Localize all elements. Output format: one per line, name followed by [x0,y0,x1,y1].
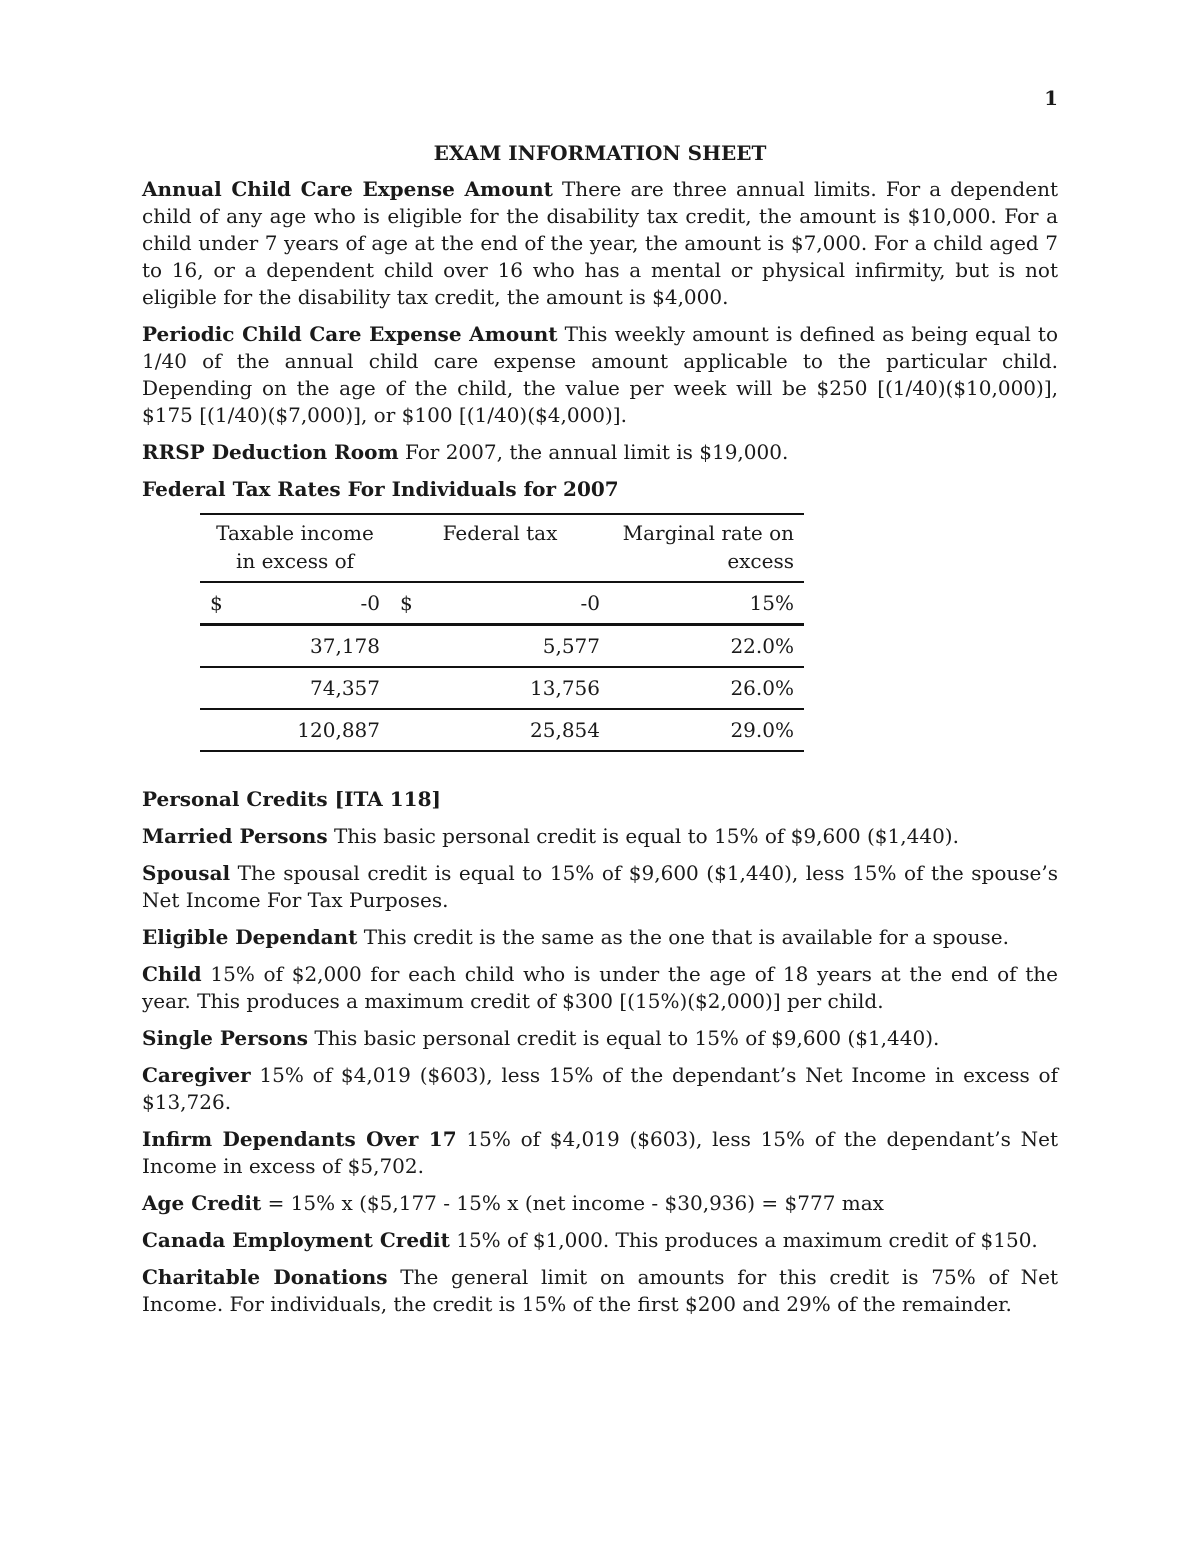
table-header: Marginal rate on excess [610,514,804,582]
paragraph-term: RRSP Deduction Room [142,440,399,464]
tax-value: 25,854 [390,709,610,751]
credit-eligible-dependant [142,924,1058,951]
credit-text: = 15% x ($5,177 - 15% x (net income - $30,936) = $777 max [267,1191,884,1215]
credit-term: Spousal [142,861,231,885]
paragraph-text: For 2007, the annual limit is $19,000. [404,440,789,464]
income-value: 120,887 [200,709,390,751]
credit-term: Canada Employment Credit [142,1228,450,1252]
credit-text: 15% of $4,019 ($603), less 15% of the dependant’s Net Income in excess of $13,726. [142,1063,1058,1114]
tax-value: 5,577 [390,625,610,668]
credit-text: This basic personal credit is equal to 15% of $9,600 ($1,440). [333,824,959,848]
paragraph-term: Periodic Child Care Expense Amount [142,322,558,346]
federal-tax-table [200,513,804,752]
credit-term: Single Persons [142,1026,309,1050]
table-header: Federal tax [390,514,610,582]
credit-caregiver [142,1062,1058,1116]
credit-spousal [142,860,1058,914]
credit-infirm-dependants [142,1126,1058,1180]
tax-value: -0 [580,591,600,615]
credit-text: The spousal credit is equal to 15% of $9,600 ($1,440), less 15% of the spouse’s Net Income For Tax Purposes. [142,861,1059,912]
credit-text: This credit is the same as the one that is available for a spouse. [363,925,1009,949]
page-number: 1 [1044,86,1058,110]
credit-text: 15% of $2,000 for each child who is under the age of 18 years at the end of the year. This produces a maximum credit of $300 [(15%)($2,000)] per child. [142,962,1058,1013]
paragraph-term: Annual Child Care Expense Amount [142,177,553,201]
rate-value: 26.0% [610,667,804,709]
spacer [142,752,1058,786]
credit-text: This basic personal credit is equal to 15% of $9,600 ($1,440). [314,1026,940,1050]
tax-value: 13,756 [390,667,610,709]
periodic-child-care-paragraph [142,321,1058,429]
credit-term: Age Credit [142,1191,262,1215]
rrsp-paragraph [142,439,1058,466]
credit-single-persons [142,1025,1058,1052]
income-value: 37,178 [200,625,390,668]
income-value: -0 [360,591,380,615]
credit-age [142,1190,1058,1217]
table-header: Taxable income in excess of [200,514,390,582]
table-cell [390,582,610,625]
tax-table-heading: Federal Tax Rates For Individuals for 2007 [142,477,619,501]
document-body [142,140,1058,1328]
page-title: EXAM INFORMATION SHEET [433,141,767,165]
credit-canada-employment [142,1227,1058,1254]
rate-value: 15% [610,582,804,625]
credit-married-persons [142,823,1058,850]
credit-text: 15% of $4,019 ($603), less 15% of the dependant’s Net Income in excess of $5,702. [142,1127,1058,1178]
credit-child [142,961,1058,1015]
currency-symbol: $ [210,591,223,615]
table-row [200,582,804,625]
credit-term: Married Persons [142,824,328,848]
paragraph-text: This weekly amount is defined as being equal to 1/40 of the annual child care expense amount applicable to the particular child. Depending on the age of the child, the value per week will be $250 [(1/40)($10,000)], $175 [(1/40)($7,000)], or $100 [(1/40)($4,000)]. [142,322,1058,427]
rate-value: 29.0% [610,709,804,751]
table-row [200,667,804,709]
table-row [200,625,804,668]
credit-term: Caregiver [142,1063,251,1087]
credit-text: The general limit on amounts for this credit is 75% of Net Income. For individuals, the credit is 15% of the first $200 and 29% of the remainder. [142,1265,1058,1316]
annual-child-care-paragraph [142,176,1058,311]
credit-text: 15% of $1,000. This produces a maximum credit of $150. [456,1228,1038,1252]
table-header-row [200,514,804,582]
credit-term: Child [142,962,202,986]
table-cell [200,582,390,625]
personal-credits-heading: Personal Credits [ITA 118] [142,787,441,811]
table-row [200,709,804,751]
credit-term: Charitable Donations [142,1265,388,1289]
credit-charitable-donations [142,1264,1058,1318]
rate-value: 22.0% [610,625,804,668]
currency-symbol: $ [400,591,413,615]
paragraph-text: There are three annual limits. For a dependent child of any age who is eligible for the disability tax credit, the amount is $10,000. For a child under 7 years of age at the end of the year, the amount is $7,000. For a child aged 7 to 16, or a dependent child over 16 who has a mental or physical infirmity, but is not eligible for the disability tax credit, the amount is $4,000. [142,177,1058,309]
income-value: 74,357 [200,667,390,709]
credit-term: Eligible Dependant [142,925,358,949]
credit-term: Infirm Dependants Over 17 [142,1127,457,1151]
